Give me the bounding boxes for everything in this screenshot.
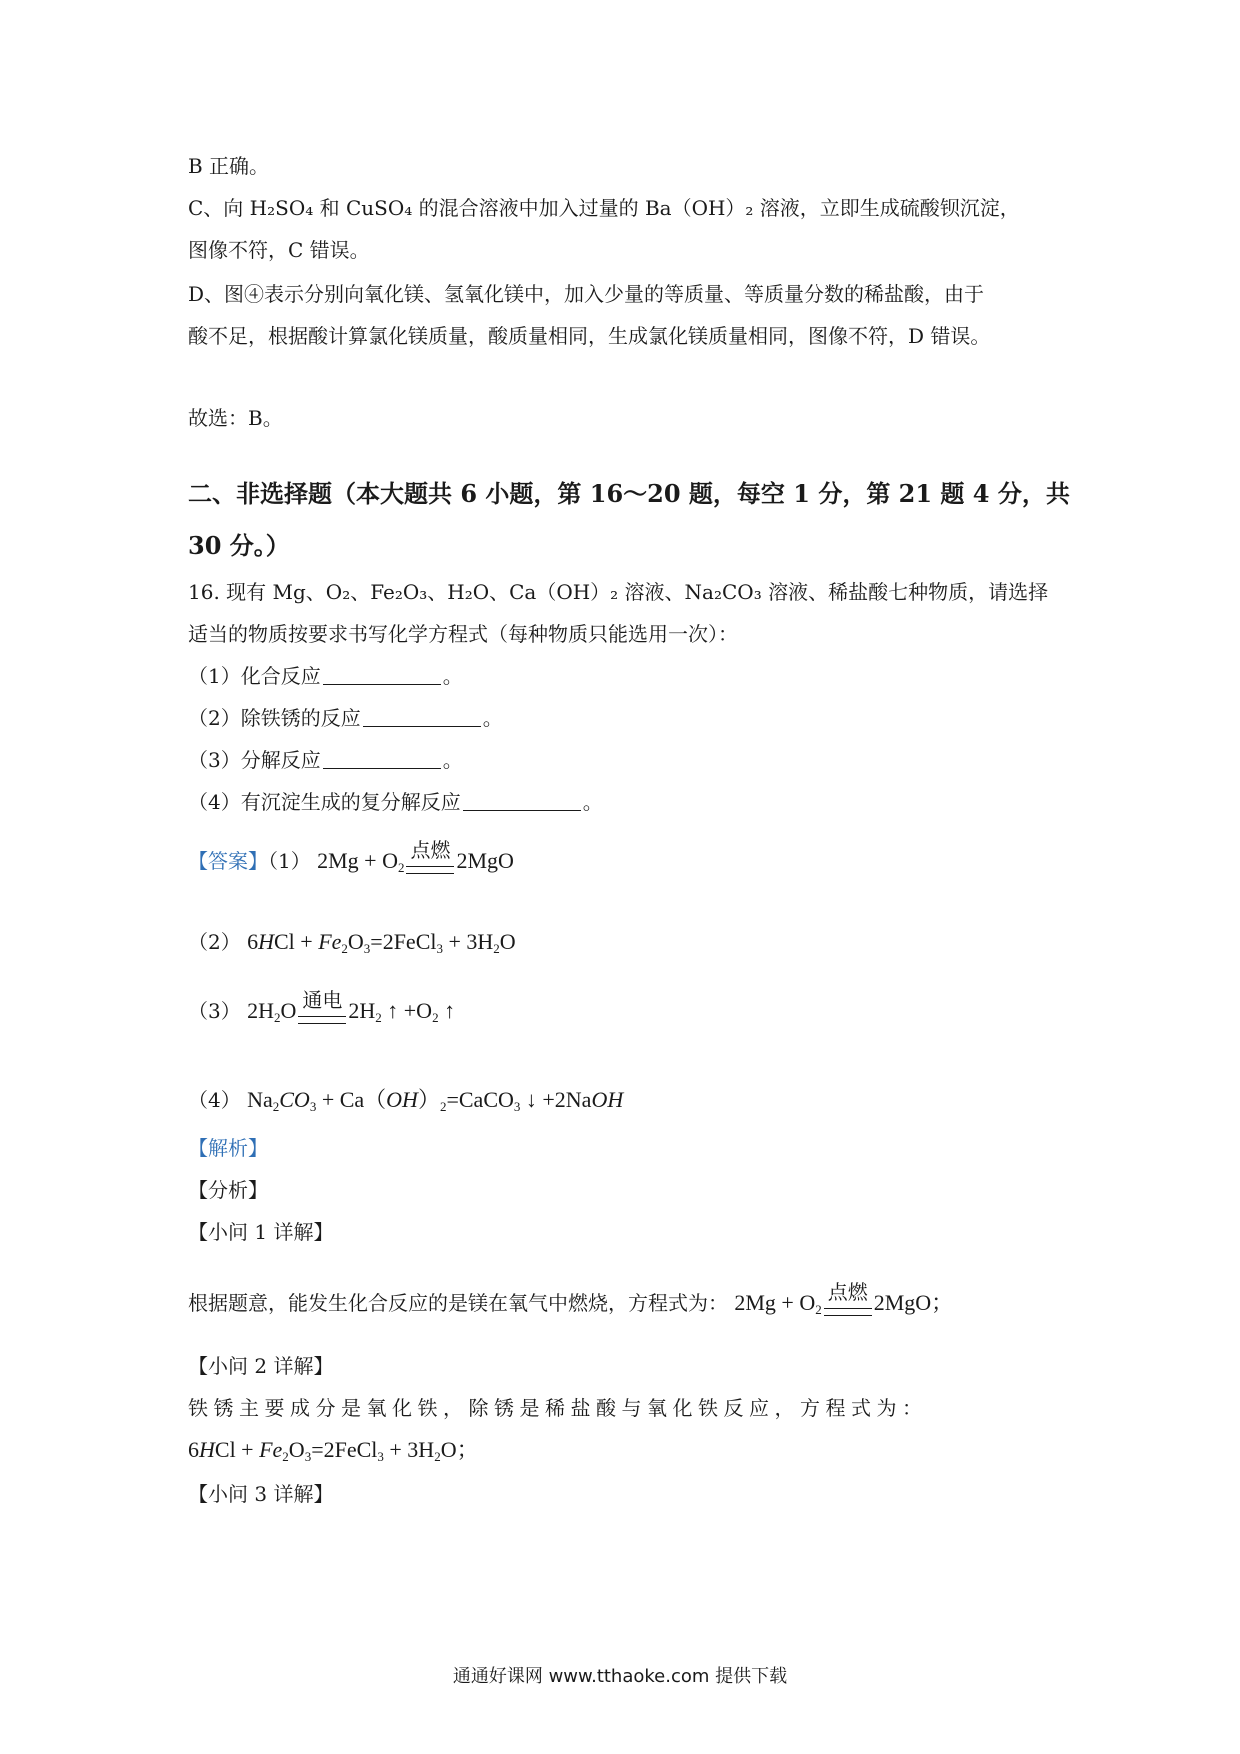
q16-part-1-label: （1）化合反应: [188, 664, 321, 688]
q1-detail-sentence: 根据题意，能发生化合反应的是镁在氧气中燃烧，方程式为：: [188, 1291, 728, 1315]
q16-stem-1: 16. 现有 Mg、O₂、Fe₂O₃、H₂O、Ca（OH）₂ 溶液、Na₂CO₃ 溶液、稀盐酸七种物质，请选择: [188, 580, 1049, 604]
line-c-2: 图像不符，C 错误。: [188, 238, 370, 262]
q16-part-3: [188, 746, 463, 774]
q16-part-2: [188, 704, 503, 732]
line-c-1: C、向 H₂SO₄ 和 CuSO₄ 的混合溶液中加入过量的 Ba（OH）₂ 溶液，立即生成硫酸钡沉淀，: [188, 196, 1020, 220]
period: 。: [582, 790, 603, 814]
q16-part-2-label: （2）除铁锈的反应: [188, 706, 361, 730]
equation-2: $6HCl + Fe_2O_3=2FeCl_3 + 3H_2O$: [247, 929, 516, 956]
period: 。: [442, 748, 463, 772]
condition-electrolysis: 通电: [296, 990, 348, 1032]
section-heading-1: 二、非选择题（本大题共 6 小题，第 16～20 题，每空 1 分，第 21 题 4 分，共: [188, 479, 1070, 508]
q16-part-1: [188, 662, 463, 690]
q16-part-3-label: （3）分解反应: [188, 748, 321, 772]
q16-part-4: [188, 788, 603, 816]
q2-detail-text: 铁锈主要成分是氧化铁，除锈是稀盐酸与氧化铁反应，方程式为：: [188, 1396, 928, 1420]
q1-detail-text: [188, 1282, 953, 1324]
page-footer: 通通好课网 www.tthaoke.com 提供下载: [452, 1666, 788, 1687]
answer-tag: 【答案】: [188, 849, 268, 873]
section-heading-2: 30 分。）: [188, 531, 290, 560]
answer-number: （1）: [268, 849, 311, 873]
answer-3: [188, 990, 455, 1032]
jiexi-tag: 【解析】: [188, 1136, 268, 1160]
equation-4: $Na_2CO_3$ + $Ca(OH)_2=CaCO_3$ ↓ +2NaOH: [247, 1087, 624, 1114]
answer-blank: [323, 750, 441, 769]
answer-blank: [323, 666, 441, 685]
answer-number: （3）: [188, 999, 241, 1023]
line-b-correct: B 正确。: [188, 154, 270, 178]
answer-1: [188, 840, 514, 882]
answer-2: [188, 928, 516, 963]
q1-detail-title: 【小问 1 详解】: [188, 1220, 334, 1244]
equation-3: $2H_2O$ 通电 $2H_2$ ↑ $+O_2$ ↑: [247, 998, 455, 1023]
condition-ignite: 点燃: [822, 1282, 874, 1324]
answer-number: （4）: [188, 1088, 241, 1112]
q2-detail-title: 【小问 2 详解】: [188, 1354, 334, 1378]
q16-part-4-label: （4）有沉淀生成的复分解反应: [188, 790, 461, 814]
period: 。: [482, 706, 503, 730]
answer-blank: [463, 792, 581, 811]
line-choose: 故选：B。: [188, 406, 283, 430]
period: 。: [442, 664, 463, 688]
condition-ignite: 点燃: [404, 840, 456, 882]
answer-4: [188, 1086, 623, 1121]
equation-1-repeat: $2Mg + O_2$ 点燃 2MgO；: [734, 1290, 953, 1315]
q16-stem-2: 适当的物质按要求书写化学方程式（每种物质只能选用一次）：: [188, 622, 738, 646]
line-d-2: 酸不足，根据酸计算氯化镁质量，酸质量相同，生成氯化镁质量相同，图像不符，D 错误。: [188, 324, 991, 348]
line-d-1: D、图④表示分别向氧化镁、氢氧化镁中，加入少量的等质量、等质量分数的稀盐酸，由于: [188, 282, 985, 306]
equation-2-repeat-line: [188, 1436, 479, 1471]
answer-number: （2）: [188, 930, 241, 954]
answer-blank: [363, 708, 481, 727]
q3-detail-title: 【小问 3 详解】: [188, 1482, 334, 1506]
fenxi-tag: 【分析】: [188, 1178, 268, 1202]
equation-1: $2Mg + O_2$ 点燃 2MgO: [317, 848, 514, 873]
equation-2-repeat: $6HCl + Fe_2O_3=2FeCl_3 + 3H_2O$；: [188, 1437, 479, 1464]
